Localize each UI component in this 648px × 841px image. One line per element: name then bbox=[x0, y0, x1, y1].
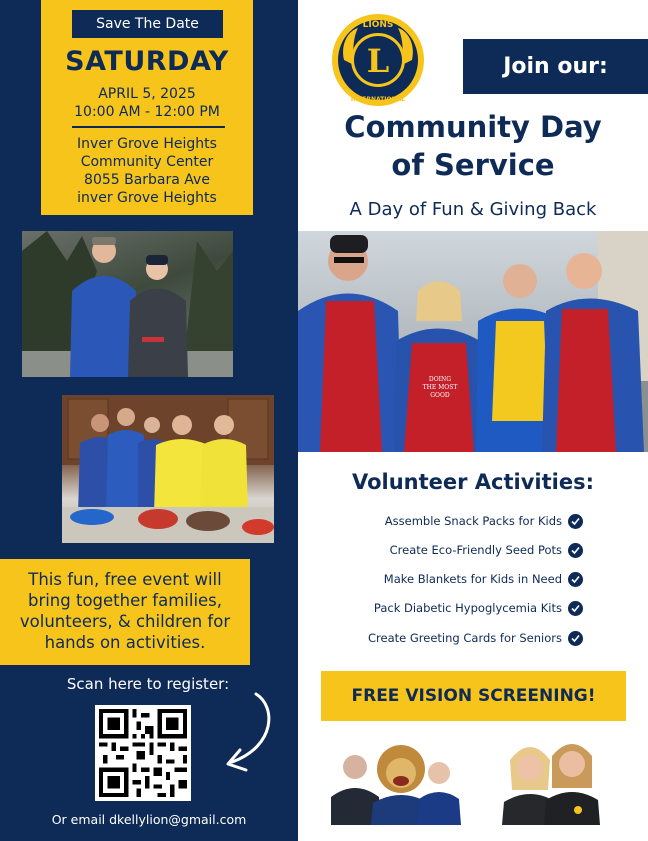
volunteers-photo-kitchen bbox=[62, 395, 274, 543]
activity-item: Make Blankets for Kids in Need bbox=[383, 572, 562, 586]
logo-text-top: LIONS bbox=[362, 20, 394, 30]
volunteers-photo-outdoor bbox=[22, 231, 233, 377]
logo-letter: L bbox=[366, 42, 390, 80]
curved-arrow-icon bbox=[218, 690, 278, 774]
join-our-banner: Join our: bbox=[463, 39, 648, 94]
apron-text: GOOD bbox=[430, 392, 450, 399]
page-title-line: Community Day bbox=[344, 110, 602, 144]
event-description-line: This fun, free event will bbox=[28, 570, 222, 589]
check-circle-icon bbox=[568, 631, 583, 646]
free-vision-screening-banner: FREE VISION SCREENING! bbox=[321, 671, 626, 721]
address-line: 8055 Barbara Ave bbox=[84, 172, 210, 188]
check-circle-icon bbox=[568, 601, 583, 616]
apron-text: DOING bbox=[428, 376, 452, 383]
activity-item: Create Eco-Friendly Seed Pots bbox=[389, 543, 562, 557]
event-description-line: volunteers, & children for bbox=[19, 612, 231, 631]
divider bbox=[72, 126, 225, 128]
apron-text: THE MOST bbox=[422, 384, 458, 391]
registration-qr-code[interactable] bbox=[95, 705, 191, 801]
lion-mascot-photo bbox=[331, 737, 467, 825]
volunteer-activities-heading: Volunteer Activities: bbox=[351, 470, 595, 494]
event-date: APRIL 5, 2025 bbox=[98, 86, 196, 102]
contact-email: Or email dkellylion@gmail.com bbox=[51, 812, 247, 827]
scan-to-register-label: Scan here to register: bbox=[66, 675, 230, 693]
lions-international-logo-icon bbox=[330, 12, 426, 108]
event-description-box bbox=[0, 559, 250, 665]
activity-item: Create Greeting Cards for Seniors bbox=[368, 631, 562, 645]
event-description-line: hands on activities. bbox=[44, 633, 206, 652]
activity-item: Pack Diabetic Hypoglycemia Kits bbox=[373, 601, 562, 615]
event-description-line: bring together families, bbox=[27, 591, 223, 610]
page-title-line: of Service bbox=[391, 148, 555, 182]
address-line: Inver Grove Heights bbox=[77, 136, 217, 152]
page-subtitle: A Day of Fun & Giving Back bbox=[349, 199, 597, 220]
logo-text-bottom: INTERNATIONAL bbox=[350, 96, 406, 103]
check-circle-icon bbox=[568, 572, 583, 587]
address-line: Community Center bbox=[80, 154, 214, 170]
event-day: SATURDAY bbox=[65, 46, 229, 77]
save-the-date-tag: Save The Date bbox=[72, 10, 223, 38]
volunteers-photo-pair bbox=[500, 730, 600, 825]
address-line: inver Grove Heights bbox=[77, 190, 217, 206]
activity-item: Assemble Snack Packs for Kids bbox=[384, 514, 562, 528]
volunteers-photo-group bbox=[298, 231, 648, 452]
check-circle-icon bbox=[568, 543, 583, 558]
event-time: 10:00 AM - 12:00 PM bbox=[74, 104, 220, 120]
check-circle-icon bbox=[568, 514, 583, 529]
